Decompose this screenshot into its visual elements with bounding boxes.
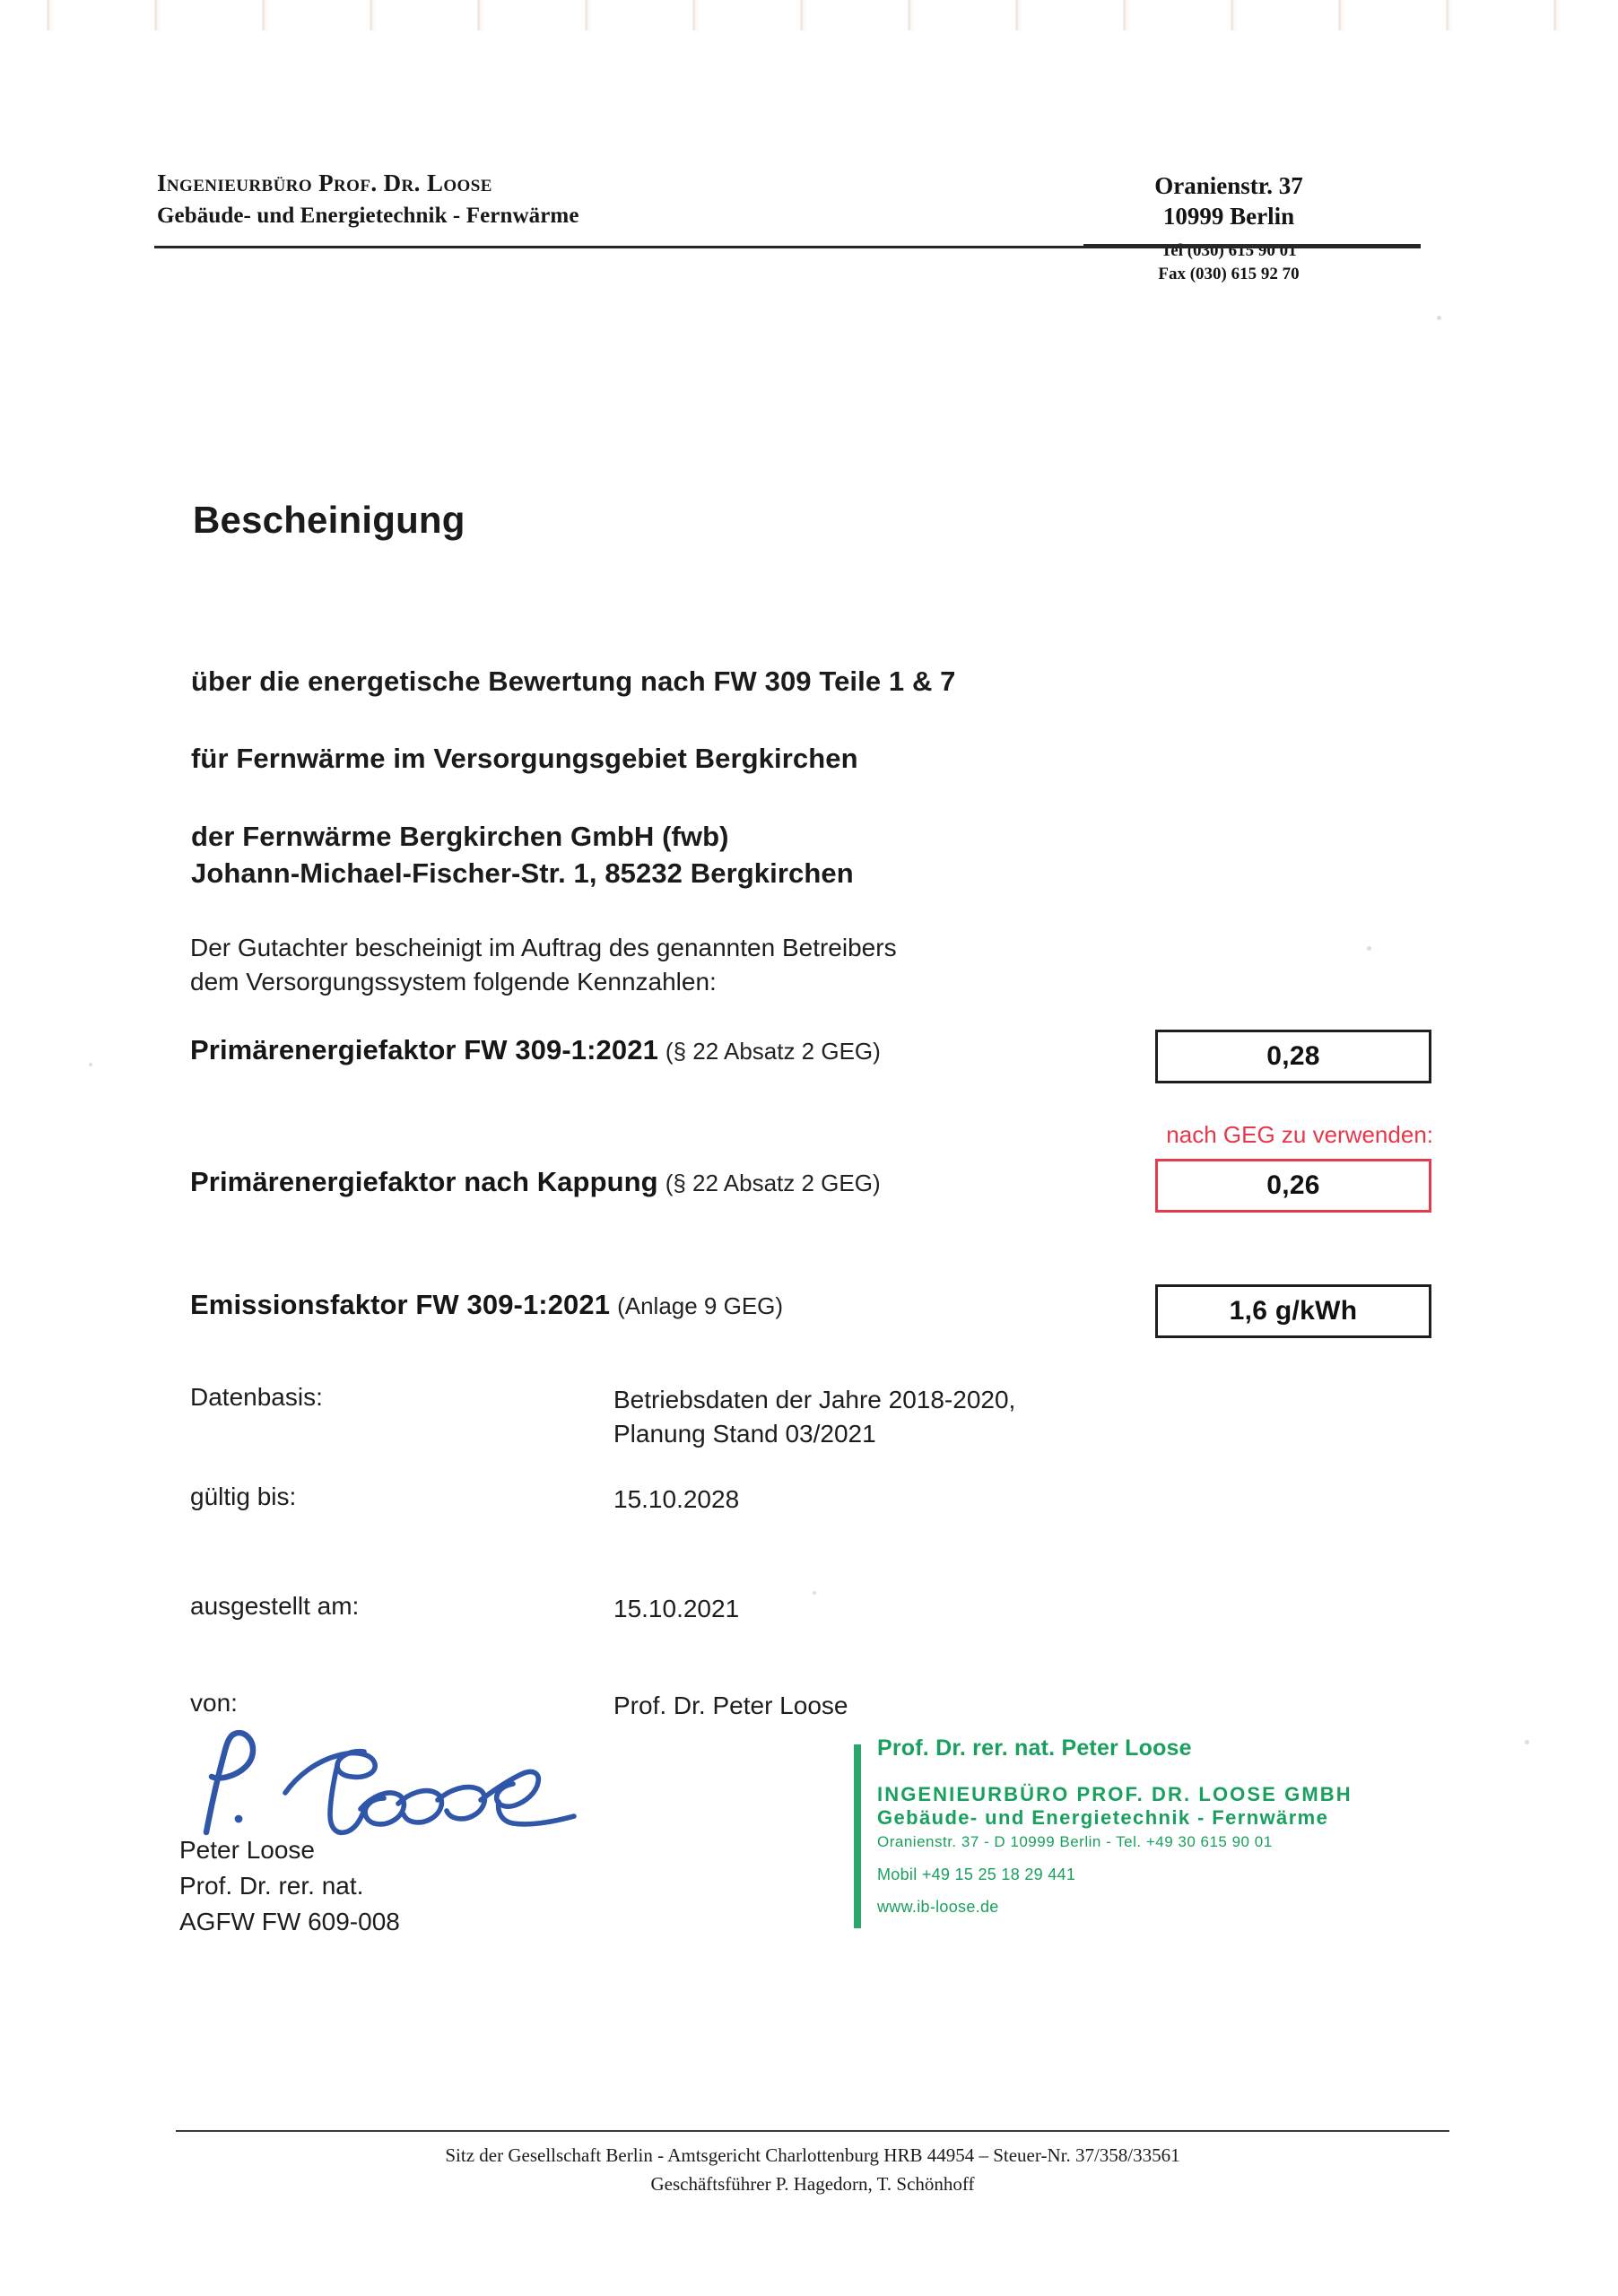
signer-title: Prof. Dr. rer. nat. bbox=[179, 1871, 364, 1900]
subject-line-2: für Fernwärme im Versorgungsgebiet Bergkirchen bbox=[191, 743, 858, 774]
signer-registration: AGFW FW 609-008 bbox=[179, 1907, 400, 1935]
letterhead-left bbox=[157, 169, 579, 231]
signer-name: Peter Loose bbox=[179, 1836, 315, 1864]
header-divider bbox=[154, 246, 1421, 248]
detail-label: ausgestellt am: bbox=[190, 1592, 360, 1620]
metric-label: Primärenergiefaktor FW 309-1:2021 bbox=[190, 1034, 658, 1065]
metric-reference: (§ 22 Absatz 2 GEG) bbox=[665, 1038, 881, 1065]
intro-line-1: Der Gutachter bescheinigt im Auftrag des genannten Betreibers bbox=[190, 934, 897, 961]
address-city: 10999 Berlin bbox=[1162, 203, 1295, 230]
client-name: der Fernwärme Bergkirchen GmbH (fwb) bbox=[191, 821, 729, 852]
metric-label: Emissionsfaktor FW 309-1:2021 bbox=[190, 1289, 611, 1320]
metric-reference: (§ 22 Absatz 2 GEG) bbox=[665, 1170, 881, 1196]
detail-value-line-2: Planung Stand 03/2021 bbox=[613, 1420, 876, 1448]
footer-divider bbox=[176, 2130, 1449, 2132]
detail-label: gültig bis: bbox=[190, 1483, 297, 1510]
stamp-mobile: Mobil +49 15 25 18 29 441 bbox=[877, 1866, 1076, 1884]
stamp-company: INGENIEURBÜRO PROF. DR. LOOSE GMBH bbox=[877, 1782, 1353, 1805]
intro-paragraph bbox=[190, 931, 897, 999]
subject-line-1: über die energetische Bewertung nach FW 309 Teile 1 & 7 bbox=[191, 665, 956, 697]
scan-speck bbox=[89, 1063, 92, 1066]
scan-speck bbox=[1367, 946, 1371, 951]
scan-speck bbox=[1437, 316, 1441, 320]
detail-value: 15.10.2021 bbox=[613, 1595, 740, 1622]
letterhead-right bbox=[1040, 170, 1417, 285]
detail-value: 15.10.2028 bbox=[613, 1485, 740, 1513]
metric-value-box-primary-energy-factor-capped: 0,26 bbox=[1155, 1159, 1431, 1213]
scan-speck bbox=[813, 1591, 816, 1595]
detail-label: von: bbox=[190, 1689, 238, 1717]
firm-name: Ingenieurbüro Prof. Dr. Loose bbox=[157, 170, 492, 196]
page-title: Bescheinigung bbox=[193, 499, 465, 541]
client-block bbox=[191, 818, 854, 891]
fax-number: Fax (030) 615 92 70 bbox=[1158, 264, 1300, 283]
detail-value-line-1: Betriebsdaten der Jahre 2018-2020, bbox=[613, 1386, 1016, 1413]
metric-value-box-emission-factor: 1,6 g/kWh bbox=[1155, 1284, 1431, 1338]
footer-line-2: Geschäftsführer P. Hagedorn, T. Schönhoff bbox=[650, 2172, 975, 2195]
detail-value: Prof. Dr. Peter Loose bbox=[613, 1692, 848, 1719]
metric-row-primary-energy-factor bbox=[190, 1034, 881, 1066]
stamp-website: www.ib-loose.de bbox=[877, 1898, 999, 1917]
stamp-name: Prof. Dr. rer. nat. Peter Loose bbox=[877, 1735, 1192, 1761]
telephone: Tel (030) 615 90 01 bbox=[1161, 241, 1297, 261]
address-street: Oranienstr. 37 bbox=[1154, 172, 1303, 199]
metric-label: Primärenergiefaktor nach Kappung bbox=[190, 1166, 658, 1197]
metric-reference: (Anlage 9 GEG) bbox=[617, 1292, 784, 1319]
geg-usage-note: nach GEG zu verwenden: bbox=[1166, 1121, 1433, 1148]
stamp-address: Oranienstr. 37 - D 10999 Berlin - Tel. +49 30 615 90 01 bbox=[877, 1833, 1273, 1851]
client-address: Johann-Michael-Fischer-Str. 1, 85232 Bergkirchen bbox=[191, 857, 854, 890]
metric-row-primary-energy-factor-capped bbox=[190, 1166, 881, 1198]
intro-line-2: dem Versorgungssystem folgende Kennzahlen: bbox=[190, 968, 717, 996]
scan-speck bbox=[1525, 1740, 1529, 1744]
signature-block bbox=[179, 1832, 400, 1939]
stamp-accent-bar bbox=[854, 1744, 861, 1928]
stamp-division: Gebäude- und Energietechnik - Fernwärme bbox=[877, 1806, 1329, 1830]
firm-subtitle: Gebäude- und Energietechnik - Fernwärme bbox=[157, 204, 579, 229]
metric-value-box-primary-energy-factor: 0,28 bbox=[1155, 1030, 1431, 1083]
stamp-content bbox=[877, 1734, 1353, 1918]
header-divider-right bbox=[1083, 244, 1421, 246]
detail-value bbox=[613, 1383, 1015, 1451]
scan-noise-top bbox=[0, 0, 1618, 30]
metric-row-emission-factor bbox=[190, 1289, 783, 1321]
footer-line-1: Sitz der Gesellschaft Berlin - Amtsgericht Charlottenburg HRB 44954 – Steuer-Nr. 37/358/33561 bbox=[445, 2144, 1180, 2166]
page-footer bbox=[176, 2142, 1449, 2198]
detail-label: Datenbasis: bbox=[190, 1383, 323, 1411]
